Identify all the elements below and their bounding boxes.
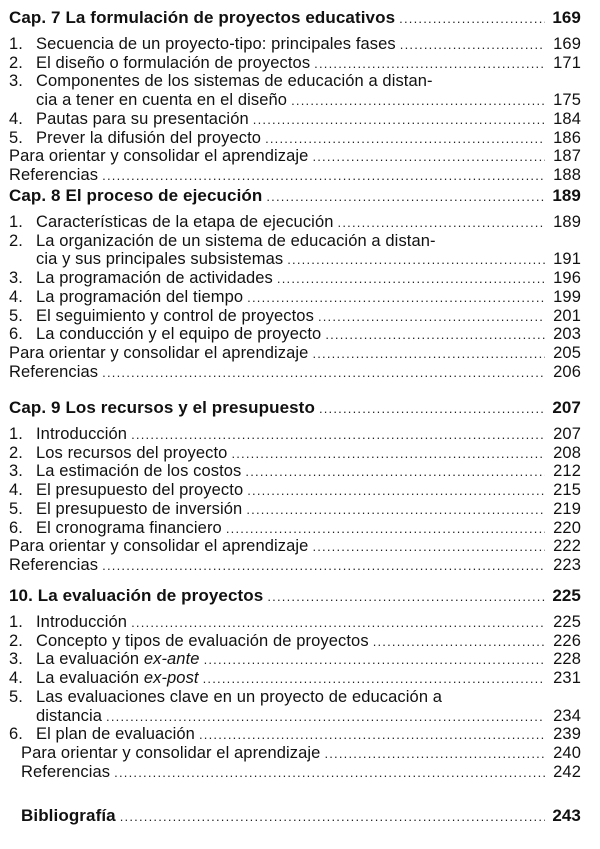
- entry-title: [36, 444, 227, 463]
- entry-title: [36, 481, 243, 500]
- item-number: 5.: [9, 306, 23, 325]
- dot-leader: [106, 707, 545, 726]
- entry-title: [36, 54, 310, 73]
- dot-leader: [102, 556, 545, 575]
- page-number: 184: [553, 109, 581, 128]
- chapter-title: [9, 8, 395, 27]
- entry-title-text: La programación del tiempo: [36, 287, 244, 306]
- dot-leader: [277, 269, 545, 288]
- entry-title: [36, 613, 127, 632]
- entry-title-text: El presupuesto de inversión: [36, 499, 243, 518]
- toc-entry[interactable]: [9, 166, 581, 185]
- item-number: 1.: [9, 35, 23, 53]
- entry-title: [36, 669, 199, 688]
- page-number: 186: [553, 128, 581, 147]
- toc-entry[interactable]: [9, 344, 581, 363]
- entry-title-text: 10. La evaluación de proyectos: [9, 586, 264, 605]
- page-number: 222: [553, 537, 581, 556]
- page-number: 234: [553, 706, 581, 725]
- entry-title: [36, 110, 249, 129]
- toc-entry[interactable]: [9, 35, 581, 54]
- chapter-heading-3[interactable]: [9, 586, 581, 606]
- toc-entry[interactable]: [9, 363, 581, 382]
- entry-title: [21, 763, 110, 782]
- dot-leader: [399, 9, 545, 28]
- page-number: 243: [552, 806, 581, 825]
- dot-leader: [114, 763, 545, 782]
- dot-leader: [199, 725, 545, 744]
- page-number: 215: [553, 481, 581, 500]
- entry-title-text: Cap. 7 La formulación de proyectos educativos: [9, 8, 396, 27]
- item-number: 5.: [9, 128, 23, 147]
- entry-title-text: Introducción: [36, 425, 128, 443]
- item-number: 1.: [9, 213, 23, 231]
- dot-leader: [314, 54, 545, 73]
- toc-entry[interactable]: [9, 688, 581, 707]
- toc-entry[interactable]: [9, 519, 581, 538]
- page-number: 205: [553, 343, 581, 362]
- entry-title-text: Para orientar y consolidar el aprendizaje: [9, 537, 309, 556]
- page-number: 188: [553, 165, 581, 184]
- page-number: 196: [553, 269, 581, 288]
- entry-title: [21, 744, 320, 763]
- page-number: 219: [553, 499, 581, 518]
- page-number: 189: [553, 213, 581, 231]
- chapter-title: [9, 586, 263, 605]
- entry-title: [36, 725, 195, 744]
- entry-title-text: Para orientar y consolidar el aprendizaje: [9, 147, 309, 166]
- entry-title: [36, 35, 396, 54]
- dot-leader: [324, 744, 545, 763]
- toc-entry[interactable]: [9, 669, 581, 688]
- chapter-title: [9, 186, 262, 205]
- page-number: 207: [553, 425, 581, 443]
- item-number: 3.: [9, 650, 23, 669]
- entry-title: [9, 344, 308, 363]
- dot-leader: [203, 669, 545, 688]
- entry-title-text: Concepto y tipos de evaluación de proyectos: [36, 631, 369, 650]
- dot-leader: [120, 807, 545, 826]
- dot-leader: [267, 587, 545, 606]
- item-number: 6.: [9, 518, 23, 537]
- entry-title-text: Pautas para su presentación: [36, 109, 249, 128]
- entry-title-text: Referencias: [9, 555, 99, 574]
- entry-title-text: La conducción y el equipo de proyecto: [36, 325, 322, 344]
- dot-leader: [245, 462, 545, 481]
- chapter-heading-1[interactable]: [9, 186, 581, 206]
- entry-title: [9, 166, 98, 185]
- entry-title-text: Introducción: [36, 613, 128, 631]
- toc-entry[interactable]: [9, 147, 581, 166]
- item-number: 2.: [9, 53, 23, 72]
- toc-entry[interactable]: [9, 650, 581, 669]
- entry-title-text: La evaluación: [36, 650, 144, 669]
- toc-entry-continuation[interactable]: [36, 707, 581, 726]
- toc-entry[interactable]: [9, 462, 581, 481]
- page-number: 207: [552, 398, 581, 417]
- toc-entry[interactable]: [9, 632, 581, 651]
- entry-title: [36, 462, 241, 481]
- page-number: 212: [553, 462, 581, 481]
- page-number: 175: [553, 91, 581, 110]
- entry-title: [9, 537, 308, 556]
- entry-title: [36, 325, 321, 344]
- toc-entry[interactable]: [9, 725, 581, 744]
- toc-entry[interactable]: [9, 232, 581, 251]
- entry-title: [36, 213, 334, 232]
- dot-leader: [102, 166, 545, 185]
- entry-title-text: El diseño o formulación de proyectos: [36, 53, 311, 72]
- toc-entry[interactable]: [9, 269, 581, 288]
- page-number: 169: [552, 8, 581, 27]
- toc-entry-continuation[interactable]: [36, 250, 581, 269]
- dot-leader: [131, 613, 545, 632]
- page-number: 225: [553, 613, 581, 631]
- entry-title: La organización de un sistema de educación a distan-: [36, 231, 436, 250]
- entry-title: [36, 519, 222, 538]
- entry-title-text: La evaluación: [36, 669, 144, 688]
- dot-leader: [253, 110, 545, 129]
- entry-title: [36, 632, 369, 651]
- toc-entry[interactable]: [9, 444, 581, 463]
- dot-leader: [318, 307, 545, 326]
- item-number: 2.: [9, 443, 23, 462]
- toc-entry[interactable]: [9, 72, 581, 91]
- dot-leader: [231, 444, 545, 463]
- item-number: 4.: [9, 287, 23, 306]
- entry-title: [36, 269, 273, 288]
- entry-title: [36, 129, 261, 148]
- entry-title-text: Bibliografía: [21, 806, 116, 825]
- entry-title: [9, 147, 308, 166]
- dot-leader: [246, 500, 545, 519]
- dot-leader: [102, 363, 545, 382]
- dot-leader: [319, 399, 545, 418]
- entry-title-continuation: cia y sus principales subsistemas: [36, 250, 284, 269]
- chapter-heading-0[interactable]: [9, 8, 581, 28]
- chapter-title: [9, 398, 315, 417]
- entry-title-text: El plan de evaluación: [36, 725, 195, 744]
- item-number: 4.: [9, 109, 23, 128]
- page-number: 206: [553, 362, 581, 381]
- chapter-heading-2[interactable]: [9, 398, 581, 418]
- item-number: 3.: [9, 269, 23, 288]
- page-number: 171: [553, 53, 581, 72]
- entry-title-italic: ex-ante: [143, 650, 200, 669]
- toc-entry[interactable]: [9, 288, 581, 307]
- chapter-title: [21, 806, 116, 825]
- page-number: 201: [553, 306, 581, 325]
- item-number: 6.: [9, 325, 23, 344]
- dot-leader: [373, 632, 545, 651]
- entry-title-text: La programación de actividades: [36, 269, 273, 288]
- item-number: 5.: [9, 687, 23, 706]
- dot-leader: [247, 288, 545, 307]
- dot-leader: [312, 537, 545, 556]
- page-number: 242: [553, 762, 581, 781]
- dot-leader: [247, 481, 545, 500]
- entry-title-text: Los recursos del proyecto: [36, 443, 228, 462]
- entry-title-text: Para orientar y consolidar el aprendizaje: [21, 743, 321, 762]
- toc-entry[interactable]: [9, 129, 581, 148]
- page-number: 191: [553, 250, 581, 269]
- entry-title: [9, 363, 98, 382]
- entry-title-italic: ex-post: [143, 669, 199, 688]
- dot-leader: [400, 35, 545, 54]
- entry-title: [36, 650, 200, 669]
- toc-entry[interactable]: [9, 307, 581, 326]
- dot-leader: [265, 129, 545, 148]
- dot-leader: [338, 213, 545, 232]
- toc-entry[interactable]: [9, 325, 581, 344]
- entry-title: Las evaluaciones clave en un proyecto de educación a: [36, 687, 443, 706]
- toc-entry[interactable]: [9, 481, 581, 500]
- toc-entry[interactable]: [9, 110, 581, 129]
- item-number: 3.: [9, 462, 23, 481]
- bibliography-entry[interactable]: [21, 806, 581, 826]
- toc-entry[interactable]: [9, 425, 581, 444]
- dot-leader: [325, 325, 545, 344]
- page-number: 231: [553, 669, 581, 688]
- page-number: 208: [553, 443, 581, 462]
- entry-title-continuation: distancia: [36, 706, 103, 725]
- dot-leader: [312, 147, 545, 166]
- dot-leader: [204, 650, 545, 669]
- toc-entry-continuation[interactable]: [36, 91, 581, 110]
- toc-entry[interactable]: [9, 500, 581, 519]
- page-number: 223: [553, 555, 581, 574]
- entry-title: [36, 500, 242, 519]
- page-number: 240: [553, 743, 581, 762]
- dot-leader: [226, 519, 545, 538]
- dot-leader: [287, 250, 545, 269]
- entry-title-text: Cap. 9 Los recursos y el presupuesto: [9, 398, 315, 417]
- item-number: 4.: [9, 481, 23, 500]
- page-number: 199: [553, 287, 581, 306]
- item-number: 2.: [9, 631, 23, 650]
- page-number: 203: [553, 325, 581, 344]
- dot-leader: [131, 425, 545, 444]
- page-number: 169: [553, 35, 581, 53]
- entry-title-text: Características de la etapa de ejecución: [36, 213, 334, 231]
- page-number: 228: [553, 650, 581, 669]
- item-number: 5.: [9, 499, 23, 518]
- entry-title-text: La estimación de los costos: [36, 462, 242, 481]
- item-number: 4.: [9, 669, 23, 688]
- entry-title-text: Cap. 8 El proceso de ejecución: [9, 186, 263, 205]
- page-number: 220: [553, 518, 581, 537]
- entry-title-text: Para orientar y consolidar el aprendizaje: [9, 343, 309, 362]
- entry-title: [36, 288, 243, 307]
- dot-leader: [291, 91, 545, 110]
- toc-entry[interactable]: [9, 537, 581, 556]
- entry-title-text: Referencias: [9, 362, 99, 381]
- toc-entry[interactable]: [9, 613, 581, 632]
- page-number: 226: [553, 631, 581, 650]
- toc-entry[interactable]: [9, 54, 581, 73]
- item-number: 6.: [9, 725, 23, 744]
- item-number: 3.: [9, 72, 23, 91]
- entry-title-continuation: cia a tener en cuenta en el diseño: [36, 91, 288, 110]
- dot-leader: [312, 344, 545, 363]
- toc-entry[interactable]: [9, 556, 581, 575]
- entry-title-text: Referencias: [21, 762, 111, 781]
- page-number: 225: [552, 586, 581, 605]
- entry-title-text: El cronograma financiero: [36, 518, 222, 537]
- entry-title-text: Prever la difusión del proyecto: [36, 128, 262, 147]
- toc-entry[interactable]: [21, 744, 581, 763]
- entry-title: [36, 307, 314, 326]
- toc-entry[interactable]: [9, 213, 581, 232]
- entry-title: Componentes de los sistemas de educación a distan-: [36, 72, 433, 91]
- item-number: 1.: [9, 613, 23, 631]
- dot-leader: [266, 187, 545, 206]
- entry-title-text: El presupuesto del proyecto: [36, 481, 244, 500]
- item-number: 1.: [9, 425, 23, 443]
- page-number: 239: [553, 725, 581, 744]
- page-number: 189: [552, 186, 581, 205]
- toc-entry[interactable]: [21, 763, 581, 782]
- entry-title-text: Referencias: [9, 165, 99, 184]
- entry-title: [9, 556, 98, 575]
- entry-title-text: El seguimiento y control de proyectos: [36, 306, 314, 325]
- page-number: 187: [553, 147, 581, 166]
- item-number: 2.: [9, 231, 23, 250]
- entry-title-text: Secuencia de un proyecto-tipo: principales fases: [36, 35, 396, 53]
- entry-title: [36, 425, 127, 444]
